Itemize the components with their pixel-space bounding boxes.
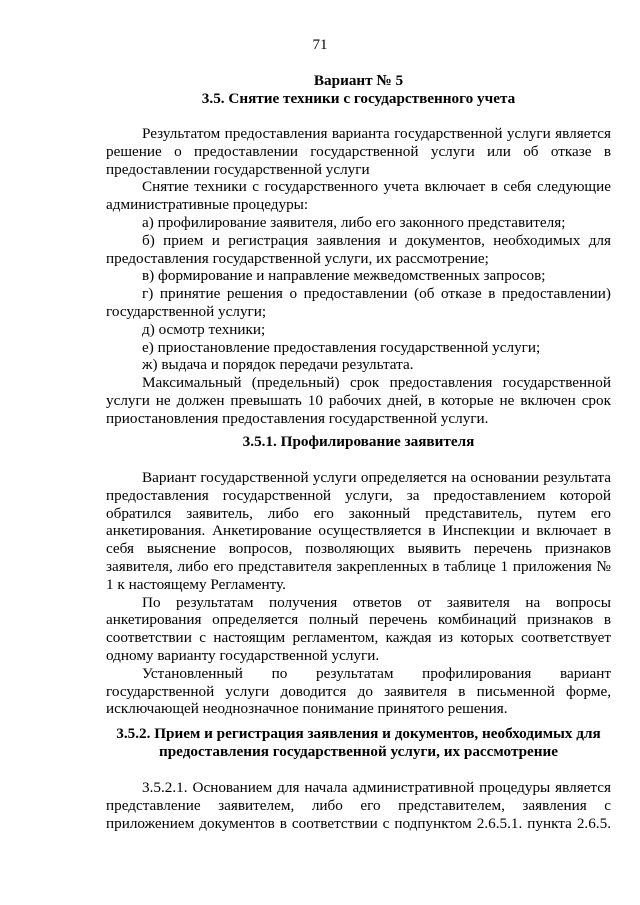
paragraph-procedures-intro: Снятие техники с государственного учета включает в себя следующие административные процедуры: [106,178,611,214]
variant-title: Вариант № 5 [313,72,404,89]
paragraph-result: Результатом предоставления варианта государственной услуги является решение о предоставлении государственной услуги или об отказе в предоставлении государственной услуги [106,125,611,178]
list-item-d: д) осмотр техники; [142,320,266,338]
paragraph-variant-definition: Вариант государственной услуги определяется на основании результата предоставления государственной услуги, за предоставлением которой обратился заявитель, либо его законный представитель, путем его анкетирования. Анкетирование осуществляется в Инспекции и включает в себя выяснение вопросов, позволяющих выявить перечень признаков заявителя, либо его представителя закрепленных в таблице 1 приложения № 1 к настоящему Регламенту. [106,469,611,593]
list-item-b: б) прием и регистрация заявления и документов, необходимых для предоставления государственной услуги, их рассмотрение; [106,231,611,267]
list-item-v: в) формирование и направление межведомственных запросов; [142,267,546,285]
subsection-2-title: 3.5.2. Прием и регистрация заявления и документов, необходимых для предоставления государственной услуги, их рассмотрение [116,725,601,760]
list-item-e: е) приостановление предоставления государственной услуги; [142,338,541,356]
section-title: 3.5. Снятие техники с государственного учета [201,90,516,107]
paragraph-max-term: Максимальный (предельный) срок предоставления государственной услуги не должен превышать 10 рабочих дней, в которые не включен срок приостановления предоставления государственной услуги. [106,374,611,427]
paragraph-variant-notification: Установленный по результатам профилирования вариант государственной услуги доводится до заявителя в письменной форме, исключающей неоднозначное понимание принятого решения. [106,664,611,718]
list-item-a: а) профилирование заявителя, либо его законного представителя; [142,213,566,231]
list-item-zh: ж) выдача и порядок передачи результата. [142,356,414,374]
page-number: 71 [312,37,328,53]
paragraph-3-5-2-1: 3.5.2.1. Основанием для начала административной процедуры является представление заявителем, либо его представителем, заявления с приложением документов в соответствии с подпунктом 2.6.5.1. пункта 2.6.5. [106,779,611,832]
subsection-1-title: 3.5.1. Профилирование заявителя [242,433,475,450]
subsection-1-block [106,469,611,718]
paragraph-survey-results: По результатам получения ответов от заявителя на вопросы анкетирования определяется полный перечень комбинаций признаков в соответствии с настоящим регламентом, каждая из которых соответствует одному варианту государственной услуги. [106,593,611,664]
list-item-g: г) принятие решения о предоставлении (об отказе в предоставлении) государственной услуги; [106,285,611,320]
intro-block [106,125,611,428]
subsection-2-block [106,779,611,832]
